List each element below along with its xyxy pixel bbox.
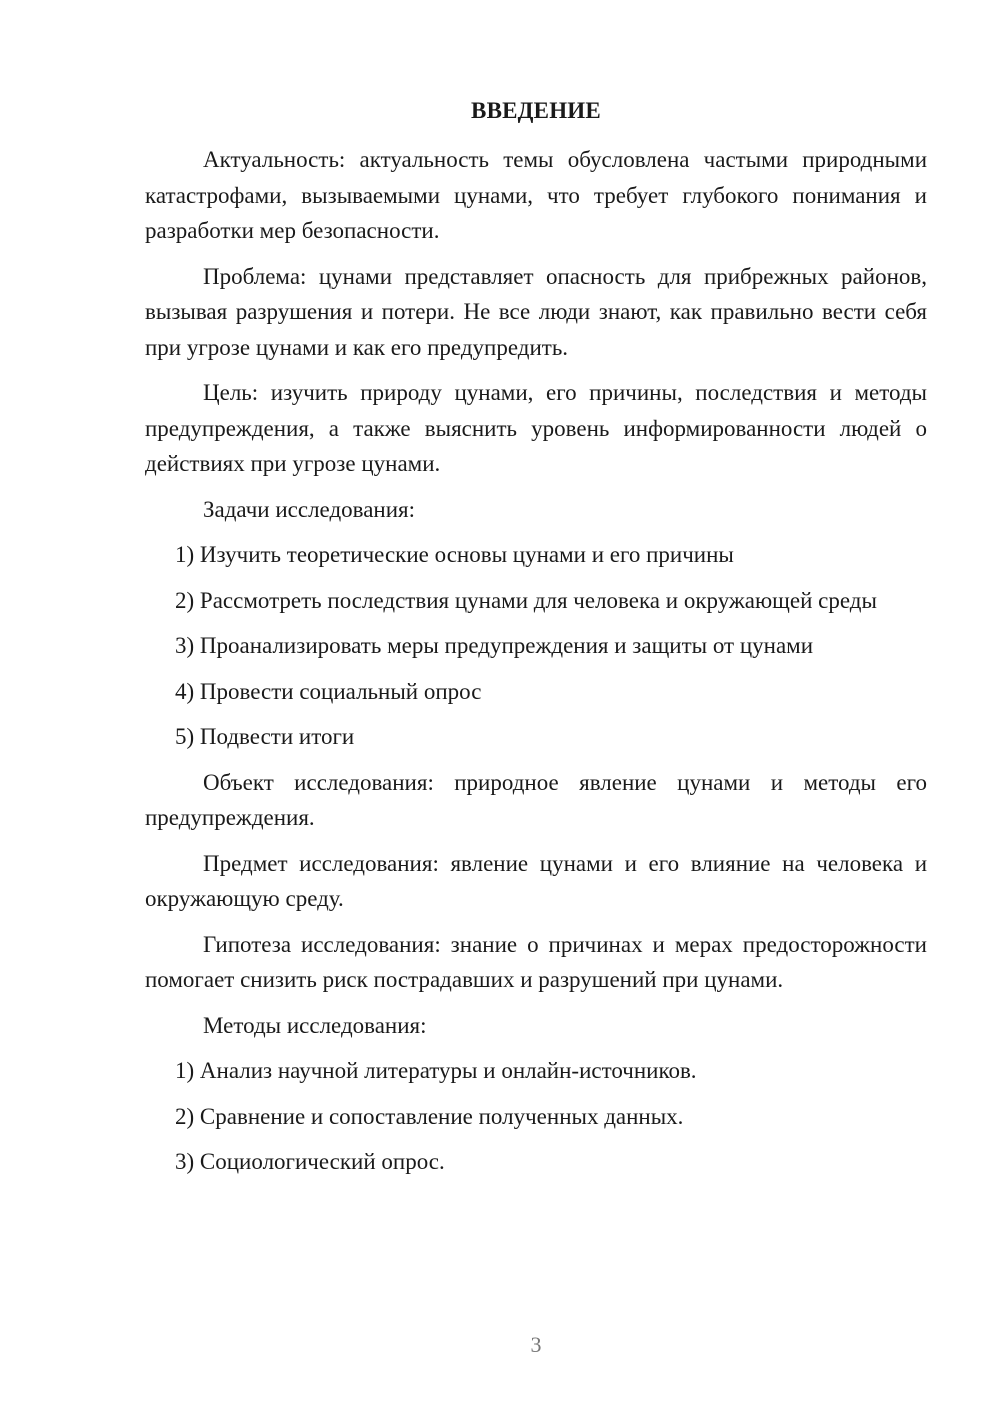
tasks-list xyxy=(145,537,927,755)
task-item: 1) Изучить теоретические основы цунами и его причины xyxy=(175,542,734,567)
problem-paragraph: Проблема: цунами представляет опасность для прибрежных районов, вызывая разрушения и потери. Не все люди знают, как правильно вести себя при угрозе цунами и как его предупредить. xyxy=(145,263,927,360)
task-item: 5) Подвести итоги xyxy=(175,724,355,749)
task-item: 4) Провести социальный опрос xyxy=(175,678,482,704)
method-item: 2) Сравнение и сопоставление полученных данных. xyxy=(175,1103,684,1129)
goal-paragraph: Цель: изучить природу цунами, его причины, последствия и методы предупреждения, а также выяснить уровень информированности людей о действиях при угрозе цунами. xyxy=(145,380,927,476)
methods-heading: Методы исследования: xyxy=(203,1012,427,1038)
relevance-paragraph: Актуальность: актуальность темы обусловлена частыми природными катастрофами, вызываемыми цунами, что требует глубокого понимания и разработки мер безопасности. xyxy=(145,147,927,243)
hypothesis-paragraph: Гипотеза исследования: знание о причинах и мерах предосторожности помогает снизить риск пострадавших и разрушений при цунами. xyxy=(145,931,927,992)
document-body xyxy=(145,142,927,1190)
methods-list xyxy=(145,1053,927,1180)
method-item: 1) Анализ научной литературы и онлайн-источников. xyxy=(175,1058,697,1083)
tasks-heading: Задачи исследования: xyxy=(203,496,416,522)
task-item: 3) Проанализировать меры предупреждения и защиты от цунами xyxy=(175,633,814,658)
page-number: 3 xyxy=(530,1332,542,1357)
object-paragraph: Объект исследования: природное явление цунами и методы его предупреждения. xyxy=(145,769,927,830)
subject-paragraph: Предмет исследования: явление цунами и его влияние на человека и окружающую среду. xyxy=(145,850,927,911)
task-item: 2) Рассмотреть последствия цунами для человека и окружающей среды xyxy=(175,587,877,613)
page-title: ВВЕДЕНИЕ xyxy=(471,98,601,123)
method-item: 3) Социологический опрос. xyxy=(175,1149,445,1174)
